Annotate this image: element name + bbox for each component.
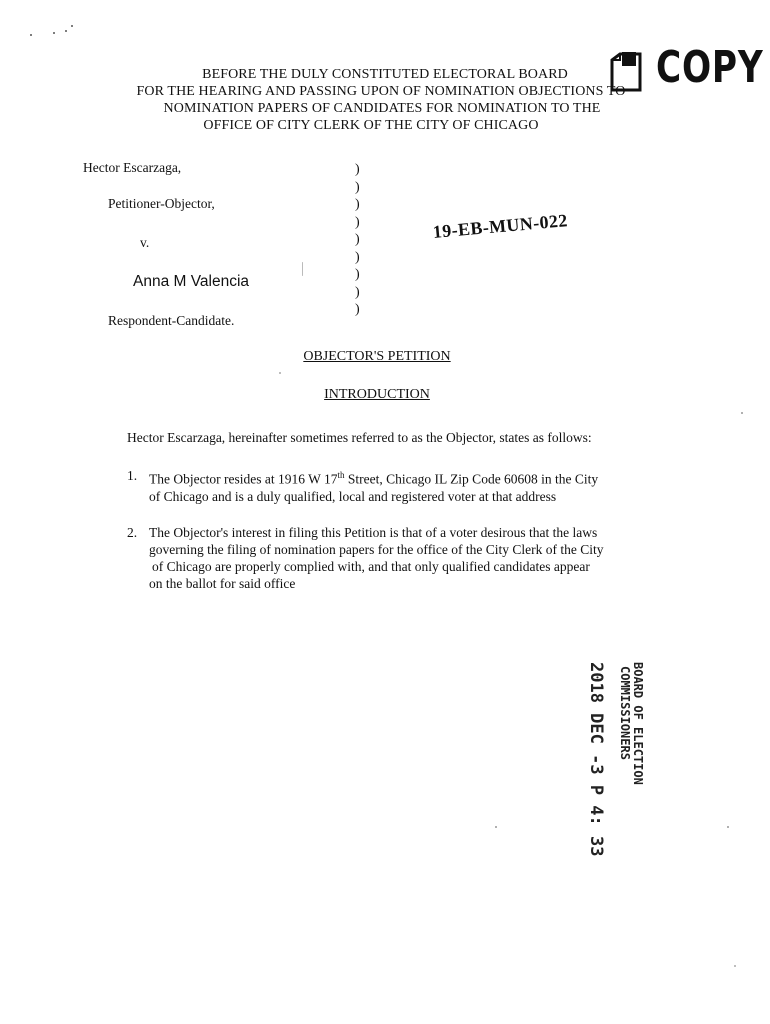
bracket: ) — [355, 249, 360, 265]
versus-label: v. — [140, 235, 150, 250]
caption-brackets — [355, 161, 360, 319]
petitioner-role: Petitioner-Objector, — [108, 196, 215, 211]
bracket: ) — [355, 302, 360, 317]
bracket: ) — [355, 197, 360, 212]
item-text — [149, 467, 684, 505]
scan-speck — [30, 34, 32, 36]
item-number: 2. — [127, 525, 138, 540]
board-name-line-2: COMMISSIONERS — [618, 666, 632, 760]
ordinal-suffix: th — [337, 470, 345, 480]
bracket: ) — [355, 214, 360, 230]
item-text-line: of Chicago and is a duly qualified, local and registered voter at that address — [149, 488, 557, 504]
bracket: ) — [355, 162, 360, 177]
item-text-line: on the ballot for said office — [149, 576, 296, 591]
scan-speck — [727, 826, 729, 828]
item-text-line: The Objector resides at 1916 W 17 — [149, 471, 338, 487]
respondent-name: Anna M Valencia — [133, 273, 250, 290]
scan-speck — [302, 262, 303, 276]
item-text — [149, 524, 684, 592]
respondent-role: Respondent-Candidate. — [108, 313, 235, 328]
bracket: ) — [355, 267, 360, 282]
scan-speck — [65, 30, 67, 32]
list-item — [127, 467, 672, 503]
intro-paragraph: Hector Escarzaga, hereinafter sometimes referred to as the Objector, states as follows: — [127, 430, 592, 445]
item-text-line: of Chicago are properly complied with, and that only qualified candidates appear — [152, 559, 590, 574]
received-date: 2018 DEC -3 P 4: 33 — [586, 662, 606, 857]
section-heading: INTRODUCTION — [324, 387, 430, 402]
document-title: OBJECTOR'S PETITION — [303, 349, 451, 364]
docket-number: 19-EB-MUN-022 — [432, 210, 569, 242]
header-line-3: NOMINATION PAPERS OF CANDIDATES FOR NOMINATION TO THE — [163, 101, 601, 116]
copy-stamp — [606, 42, 764, 100]
scan-speck — [734, 965, 736, 967]
item-text-line: governing the filing of nomination papers for the office of the City Clerk of the City — [149, 542, 604, 557]
scan-speck — [741, 412, 743, 414]
item-text-line: Street, Chicago IL Zip Code 60608 in the City — [344, 471, 599, 487]
header-line-4: OFFICE OF CITY CLERK OF THE CITY OF CHICAGO — [203, 118, 539, 133]
scan-speck — [495, 826, 497, 828]
petitioner-name: Hector Escarzaga, — [83, 160, 182, 175]
bracket: ) — [355, 284, 360, 300]
list-item — [127, 524, 672, 594]
scan-speck — [71, 25, 73, 27]
received-stamp — [560, 660, 670, 857]
bracket: ) — [355, 232, 360, 247]
header-line-1: BEFORE THE DULY CONSTITUTED ELECTORAL BOARD — [202, 67, 568, 82]
document-copy-icon — [606, 48, 646, 94]
item-text-line: The Objector's interest in filing this Petition is that of a voter desirous that the laws — [149, 525, 598, 540]
copy-label: COPY — [656, 42, 764, 93]
item-number: 1. — [127, 468, 138, 483]
header-line-2: FOR THE HEARING AND PASSING UPON OF NOMINATION OBJECTIONS TO — [136, 84, 626, 99]
scan-speck — [279, 372, 281, 374]
board-name-line-1: BOARD OF ELECTION — [631, 662, 645, 785]
scan-speck — [53, 32, 55, 34]
bracket: ) — [355, 179, 360, 195]
